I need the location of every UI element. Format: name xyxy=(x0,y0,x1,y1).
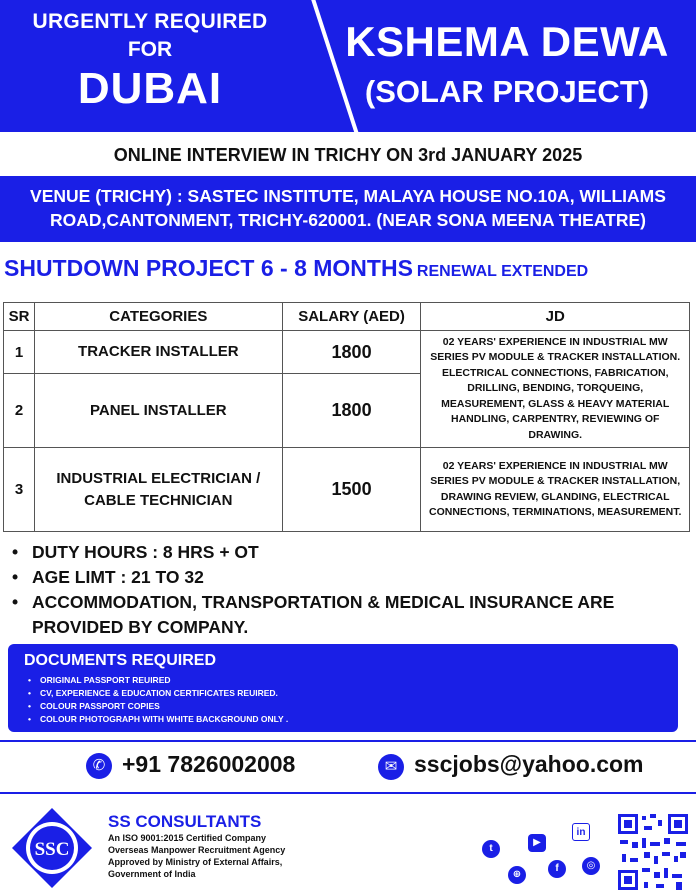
row-salary: 1800 xyxy=(282,374,421,448)
youtube-icon[interactable]: ▶ xyxy=(528,834,546,852)
list-item: • ORIGINAL PASSPORT REUIRED xyxy=(24,674,662,687)
company-title: KSHEMA DEWA xyxy=(345,18,669,65)
table-row xyxy=(4,331,690,374)
table-row xyxy=(4,448,690,532)
shutdown-duration: SHUTDOWN PROJECT 6 - 8 MONTHS xyxy=(4,255,413,281)
website-icon[interactable]: ⊕ xyxy=(508,866,526,884)
renewal-note: RENEWAL EXTENDED xyxy=(416,263,589,280)
bullet-icon: • xyxy=(12,592,19,612)
age-limit: AGE LIMT : 21 TO 32 xyxy=(32,567,204,587)
row-jd: 02 YEARS' EXPERIENCE IN INDUSTRIAL MW SERIES PV MODULE & TRACKER INSTALLATION, DRAWING REVIEW, GLANDING, ELECTRICAL CONNECTIONS, TERMINATIONS, MEASUREMENT. xyxy=(421,448,690,532)
urgent-label: URGENTLY REQUIRED xyxy=(32,10,268,33)
documents-box xyxy=(8,644,678,732)
bullet-icon: • xyxy=(12,542,19,562)
shutdown-heading xyxy=(4,255,696,282)
list-item: • CV, EXPERIENCE & EDUCATION CERTIFICATES REUIRED. xyxy=(24,687,662,700)
documents-heading: DOCUMENTS REQUIRED xyxy=(24,652,217,669)
interview-line: ONLINE INTERVIEW IN TRICHY ON 3rd JANUARY 2025 xyxy=(113,145,583,165)
iso-line: An ISO 9001:2015 Certified Company xyxy=(108,833,267,843)
phone-icon: ✆ xyxy=(86,753,112,779)
instagram-icon[interactable]: ◎ xyxy=(582,857,600,875)
duty-hours: DUTY HOURS : 8 HRS + OT xyxy=(32,542,259,562)
header-sr: SR xyxy=(4,303,35,331)
row-sr: 2 xyxy=(4,374,35,448)
facebook-icon[interactable]: f xyxy=(548,860,566,878)
email-icon: ✉ xyxy=(378,754,404,780)
for-label: FOR xyxy=(127,38,173,61)
row-jd: 02 YEARS' EXPERIENCE IN INDUSTRIAL MW SERIES PV MODULE & TRACKER INSTALLATION. ELECTRICAL CONNECTIONS, FABRICATION, DRILLING, BENDING, TORQUEING, MEASUREMENT, GLASS & HEAVY MATERIAL HANDLING, CARPENTRY, REVIEWING OF DRAWING. xyxy=(421,331,690,448)
project-subtitle: (SOLAR PROJECT) xyxy=(364,74,650,109)
table-header-row xyxy=(4,303,690,331)
phone-number[interactable]: +91 7826002008 xyxy=(122,751,296,777)
linkedin-icon[interactable]: in xyxy=(572,823,590,841)
government-line: Government of India xyxy=(108,869,196,879)
location-title: DUBAI xyxy=(77,64,223,113)
header-banner xyxy=(0,0,696,132)
header-left xyxy=(0,10,300,114)
list-item: • COLOUR PASSPORT COPIES xyxy=(24,700,662,713)
company-name: SS CONSULTANTS xyxy=(108,812,262,831)
venue-banner: VENUE (TRICHY) : SASTEC INSTITUTE, MALAYA HOUSE NO.10A, WILLIAMS ROAD,CANTONMENT, TRICHY-620001. (NEAR SONA MEENA THEATRE) xyxy=(0,176,696,242)
row-category: PANEL INSTALLER xyxy=(34,374,282,448)
row-salary: 1500 xyxy=(282,448,421,532)
twitter-icon[interactable]: t xyxy=(482,840,500,858)
row-sr: 3 xyxy=(4,448,35,532)
list-item xyxy=(12,565,692,590)
header-salary: SALARY (AED) xyxy=(282,303,421,331)
list-item xyxy=(12,540,692,565)
benefits-list xyxy=(12,540,692,640)
ssc-logo xyxy=(8,806,96,890)
row-salary: 1800 xyxy=(282,331,421,374)
row-category: TRACKER INSTALLER xyxy=(34,331,282,374)
header-categories: CATEGORIES xyxy=(34,303,282,331)
contact-bar xyxy=(0,748,696,786)
row-category: INDUSTRIAL ELECTRICIAN / CABLE TECHNICIAN xyxy=(34,448,282,532)
bullet-icon: • xyxy=(12,567,19,587)
email-address[interactable]: sscjobs@yahoo.com xyxy=(414,751,644,777)
agency-line: Overseas Manpower Recruitment Agency xyxy=(108,845,286,855)
row-sr: 1 xyxy=(4,331,35,374)
jobs-table xyxy=(3,302,690,532)
approval-line: Approved by Ministry of External Affairs, xyxy=(108,857,283,867)
accommodation-note: ACCOMMODATION, TRANSPORTATION & MEDICAL INSURANCE ARE PROVIDED BY COMPANY. xyxy=(32,592,615,637)
divider-top xyxy=(0,740,696,742)
list-item xyxy=(12,590,692,640)
header-jd: JD xyxy=(421,303,690,331)
list-item: • COLOUR PHOTOGRAPH WITH WHITE BACKGROUND ONLY . xyxy=(24,713,662,726)
header-right xyxy=(318,18,696,110)
logo-text: SSC xyxy=(34,839,70,860)
qr-code[interactable] xyxy=(616,812,690,892)
company-info xyxy=(108,812,285,880)
divider-bottom xyxy=(0,792,696,794)
documents-list xyxy=(24,674,662,726)
